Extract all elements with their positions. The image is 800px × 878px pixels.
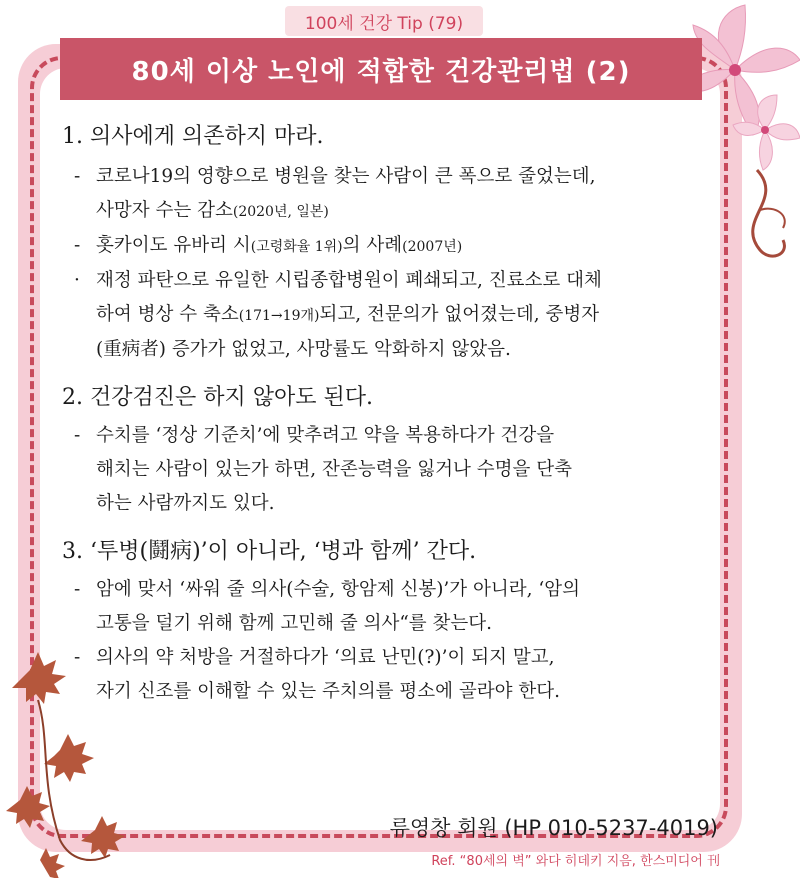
series-tag: 100세 건강 Tip (79) [285,6,483,36]
list-item: 고통을 덜기 위해 함께 고민해 줄 의사“를 찾는다. [96,613,493,634]
page-title: 80세 이상 노인에 적합한 건강관리법 (2) [60,38,702,100]
list-item: - 수치를 ‘정상 기준치’에 맞추려고 약을 복용하다가 건강을 [74,425,555,446]
list-item: 하여 병상 수 축소(171→19개)되고, 전문의가 없어졌는데, 중병자 [96,304,600,325]
list-item: - 의사의 약 처방을 거절하다가 ‘의료 난민(?)’이 되지 말고, [74,647,555,668]
main-content [62,120,730,709]
list-item: 하는 사람까지도 있다. [96,493,275,514]
section-heading-2: 2. 건강검진은 하지 않아도 된다. [62,385,373,410]
section-heading-3: 3. ‘투병(鬪病)’이 아니라, ‘병과 함께’ 간다. [62,539,477,564]
list-item: (重病者) 증가가 없었고, 사망률도 악화하지 않았음. [96,339,511,360]
list-item: 자기 신조를 이해할 수 있는 주치의를 평소에 골라야 한다. [96,681,560,702]
list-item: - 코로나19의 영향으로 병원을 찾는 사람이 큰 폭으로 줄었는데, [74,166,596,187]
list-item: - 홋카이도 유바리 시(고령화율 1위)의 사례(2007년) [74,235,463,256]
list-item: 해치는 사람이 있는가 하면, 잔존능력을 잃거나 수명을 단축 [96,459,572,480]
list-item: 사망자 수는 감소(2020년, 일본) [96,200,329,221]
author-contact: 류영창 회원 (HP 010-5237-4019) [389,816,718,840]
list-item: - 암에 맞서 ‘싸워 줄 의사(수술, 항암제 신봉)’가 아니라, ‘암의 [74,579,581,600]
reference-note: Ref. “80세의 벽” 와다 히데키 지음, 한스미디어 刊 [431,854,720,869]
section-heading-1: 1. 의사에게 의존하지 마라. [62,124,324,149]
list-item: · 재정 파탄으로 유일한 시립종합병원이 폐쇄되고, 진료소로 대체 [74,270,602,291]
